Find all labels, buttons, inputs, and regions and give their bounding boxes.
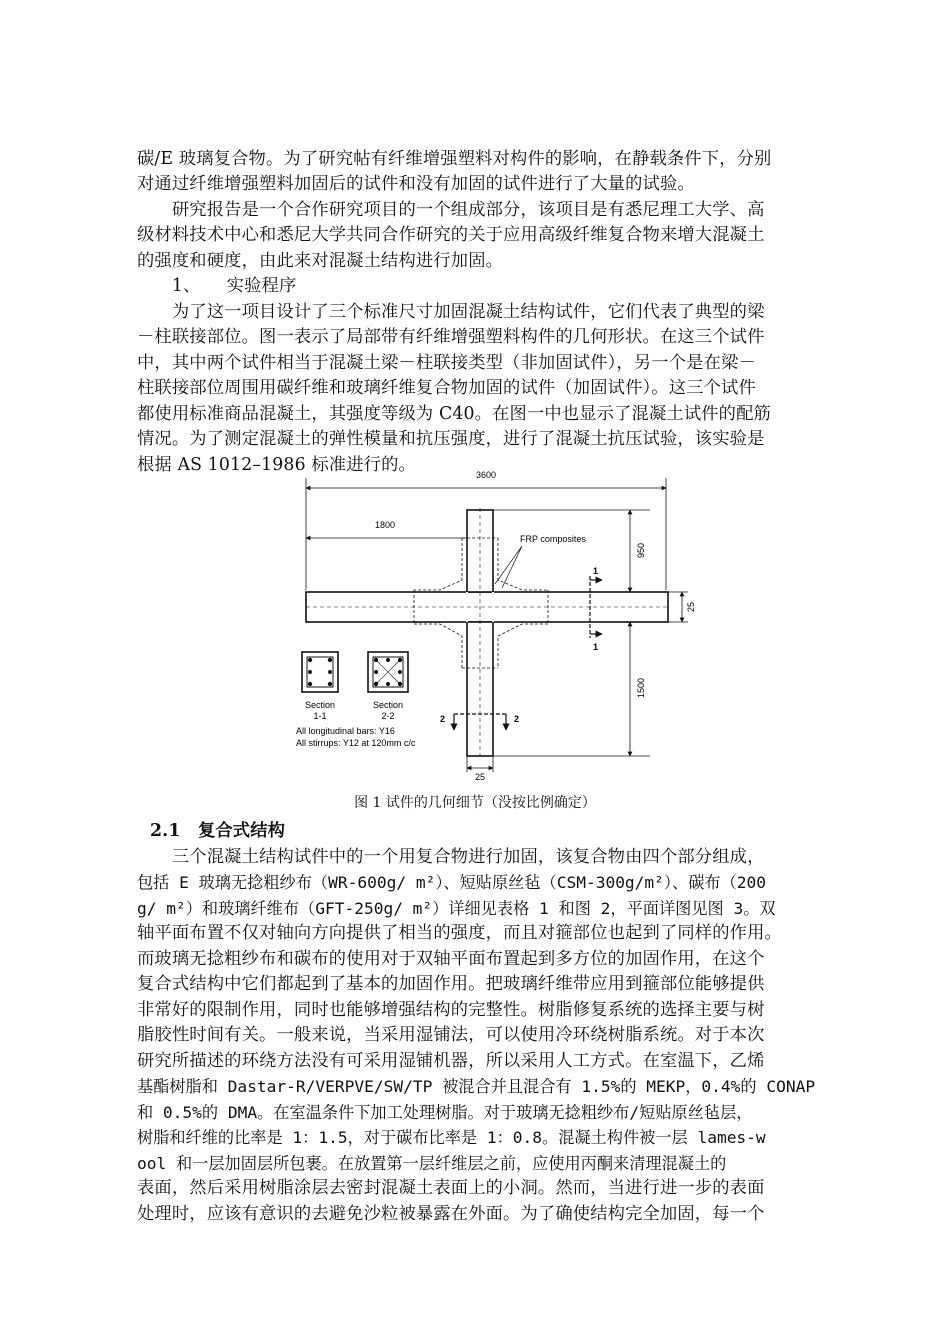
section-1-1-number: 1-1 (313, 711, 327, 721)
section-2-2-drawing (368, 652, 408, 692)
paragraph-line: 树脂和纤维的比率是 1：1.5，对于碳布比率是 1：0.8。混凝土构件被一层 lames-w (137, 1128, 766, 1147)
paragraph-line: 对通过纤维增强塑料加固后的试件和没有加固的试件进行了大量的试验。 (137, 174, 695, 194)
paragraph-line: 脂胶性时间有关。一般来说，当采用湿铺法，可以使用冷环绕树脂系统。对于本次 (137, 1025, 765, 1045)
paragraph-line: 包括 E 玻璃无捻粗纱布（WR-600g/ m²）、短贴原丝毡（CSM-300g/m²）、碳布（200 (137, 873, 766, 892)
paragraph-line: g/ m²）和玻璃纤维布（GFT-250g/ m²）详细见表格 1 和图 2，平面详图见图 3。双 (137, 899, 776, 918)
section-1-1-label: Section (304, 700, 336, 710)
paragraph-line: 为了这一项目设计了三个标准尺寸加固混凝土结构试件，它们代表了典型的梁 (137, 302, 765, 322)
cut-2-label-right: 2 (514, 714, 520, 724)
paragraph-line: 根据 AS 1012–1986 标准进行的。 (137, 455, 416, 475)
paragraph-line: 和 0.5%的 DMA。在室温条件下加工处理树脂。对于玻璃无捻粗纱布/短贴原丝毡层， (137, 1103, 753, 1122)
dimension-total-label: 3600 (475, 470, 497, 480)
note-stirrups: All stirrups: Y12 at 120mm c/c (296, 738, 416, 748)
cut-1-label-bottom: 1 (593, 642, 599, 652)
frp-label: FRP composites (520, 534, 586, 544)
paragraph-line: 的强度和硬度，由此来对混凝土结构进行加固。 (137, 251, 504, 271)
paragraph-line: 柱联接部位周围用碳纤维和玻璃纤维复合物加固的试件（加固试件）。这三个试件 (137, 378, 756, 398)
paragraph-line: 基酯树脂和 Dastar-R/VERPVE/SW/TP 被混合并且混合有 1.5%的 MEKP，0.4%的 CONAP (137, 1077, 816, 1096)
section-2-2-number: 2-2 (381, 711, 395, 721)
paragraph-line: 研究所描述的环绕方法没有可采用湿铺机器，所以采用人工方式。在室温下，乙烯 (137, 1051, 765, 1071)
paragraph-line: 表面，然后采用树脂涂层去密封混凝土表面上的小洞。然而，当进行进一步的表面 (137, 1178, 765, 1198)
paragraph-line: 碳/E 玻璃复合物。为了研究帖有纤维增强塑料对构件的影响，在静载条件下，分别 (137, 149, 772, 169)
paragraph-line: 级材料技术中心和悉尼大学共同合作研究的关于应用高级纤维复合物来增大混凝土 (137, 225, 765, 245)
frp-leaders (495, 546, 522, 588)
paragraph-line: 复合式结构中它们都起到了基本的加固作用。把玻璃纤维带应用到箍部位能够提供 (137, 974, 765, 994)
paragraph-line: 三个混凝土结构试件中的一个用复合物进行加固，该复合物由四个部分组成， (137, 847, 765, 867)
dimension-half-label: 1800 (374, 520, 396, 530)
dimension-lower-label: 1500 (636, 677, 646, 698)
note-longitudinal-bars: All longitudinal bars: Y16 (296, 726, 395, 736)
paragraph-line: 非常好的限制作用，同时也能够增强结构的完整性。树脂修复系统的选择主要与树 (137, 1000, 765, 1020)
paragraph-line: 中，其中两个试件相当于混凝土梁－柱联接类型（非加固试件），另一个是在梁－ (137, 353, 756, 373)
dimension-column-width (467, 756, 493, 772)
paragraph-line: ool 和一层加固层所包裹。在放置第一层纤维层之前，应使用丙酮来清理混凝土的 (137, 1154, 727, 1173)
dimension-upper-label: 950 (636, 542, 646, 558)
section-1-1-drawing (302, 652, 338, 692)
cut-1-label-top: 1 (593, 566, 599, 576)
paragraph-line: －柱联接部位。图一表示了局部带有纤维增强塑料构件的几何形状。在这三个试件 (137, 327, 765, 347)
section-heading-experiment: 1、 实验程序 (137, 276, 297, 296)
paragraph-line: 情况。为了测定混凝土的弹性模量和抗压强度，进行了混凝土抗压试验，该实验是 (137, 429, 765, 449)
dimension-column-width-label: 25 (474, 772, 486, 782)
paragraph-line: 而玻璃无捻粗纱布和碳布的使用对于双轴平面布置起到多方位的加固作用，在这个 (137, 949, 765, 969)
dimension-beam-depth-label: 25 (686, 601, 696, 612)
figure-caption: 图 1 试件的几何细节（没按比例确定） (354, 795, 596, 811)
paragraph-line: 处理时，应该有意识的去避免沙粒被暴露在外面。为了确使结构完全加固，每一个 (137, 1204, 765, 1224)
section-heading: 2.1 复合式结构 (150, 821, 286, 841)
paragraph-line: 都使用标准商品混凝土，其强度等级为 C40。在图一中也显示了混凝土试件的配筋 (137, 404, 771, 424)
section-2-2-label: Section (372, 700, 404, 710)
paragraph-line: 轴平面布置不仅对轴向方向提供了相当的强度，而且对箍部位也起到了同样的作用。 (137, 923, 782, 943)
specimen-geometry-figure (290, 468, 700, 788)
paragraph-line: 研究报告是一个合作研究项目的一个组成部分，该项目是有悉尼理工大学、高 (137, 200, 765, 220)
cut-2-label-left: 2 (440, 714, 446, 724)
beam-outline (306, 592, 668, 622)
